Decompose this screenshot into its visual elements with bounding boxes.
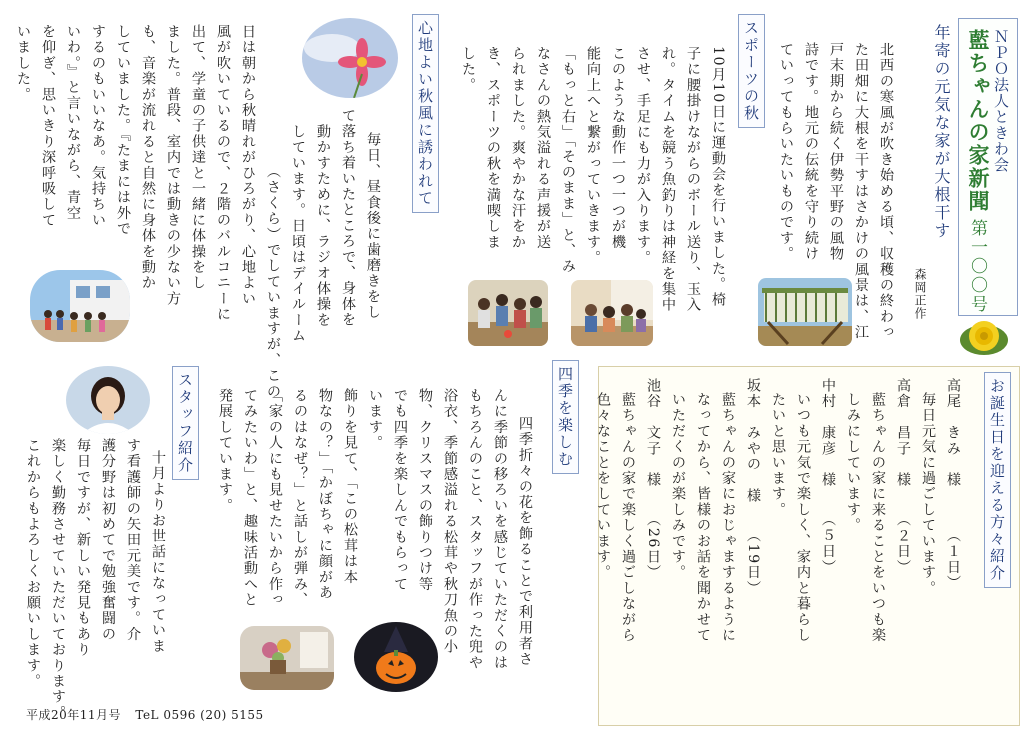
autumn-line: しています。日頃はデイルーム [290,124,306,344]
staff-line: 護分野は初めてで勉強奮闘の [100,438,116,643]
masthead-box [958,18,1018,316]
staff-line: これからもよろしくお願いします。 [25,438,41,690]
sports-line: れ。タイムを競う魚釣りは神経を集中 [660,46,676,313]
staff-line: す看護師の矢田元美です。介 [125,438,141,643]
chrysanthemum-icon [958,318,1010,358]
footer [26,706,264,723]
sports-body [455,46,730,313]
birthday-line: 中村 康彦 様 （５日） [820,378,836,575]
staff-portrait-photo [66,366,150,434]
birthdays-body [590,378,965,643]
birthday-line: たいと思います。 [770,392,786,518]
autumn-line: 風が吹いているので、２階のバルコニーに [215,24,231,323]
radish-headline: 年寄の元気な家が大根干す [932,24,951,240]
seasons-line: います。 [367,388,383,451]
birthday-line: いただくのが楽しみです。 [670,392,686,581]
birthday-line: しみにしています。 [845,392,861,534]
birthday-line: いつも元気で楽しく、家内と暮らし [795,392,811,644]
seasons-line: てみたいわ」と、趣味活動へと [242,388,258,608]
birthday-line: 坂本 みやの 様 （19日） [745,378,761,597]
staff-line: 楽しく勤務させていただいております。 [50,438,66,721]
sports-line: 子に腰掛けながらのボール送り、玉入 [685,46,701,313]
sports-line: させ、手足にも力が入ります。 [635,46,651,266]
seasons-line: でも四季を楽しんでもらって [392,388,408,593]
sports-day-photo-1 [571,280,653,346]
radish-line: 北西の寒風が吹き始める頃、収穫の終わっ [878,42,894,341]
autumn-line: て落ち着いたところで、身体を [340,108,356,328]
radish-line: た田畑に大根を干すはさかけの風景は、江 [853,42,869,341]
staff-line: 毎日ですが、新しい発見もあり [75,438,91,658]
staff-heading: スタッフ紹介 [172,366,199,480]
autumn-line: 出て、学童の子供達と一緒に体操をし [190,24,206,291]
seasons-line: 「家の人にも見せたいから作っ [267,388,283,608]
sports-line: 能向上へと繋がっていきます。 [585,46,601,266]
autumn-line: 動かすために、ラジオ体操を [315,124,331,329]
birthday-line: 藍ちゃんの家におじゃまするように [720,392,736,644]
seasons-line: 発展しています。 [217,388,233,514]
autumn-line: いわ。』と言いながら、青空 [65,24,81,221]
sports-line: このような動作一つ一つが機 [610,46,626,251]
radish-author: 森岡正作 [913,268,927,320]
staff-line: 十月よりお世話になっていま [150,450,166,655]
seasons-line: んに季節の移ろいを感じていただくのは [492,388,508,671]
balcony-exercise-photo [30,270,130,342]
pumpkin-decoration-photo [354,622,438,692]
sports-heading: スポーツの秋 [738,14,765,128]
autumn-heading: 心地よい秋風に誘われて [412,14,439,213]
sports-line: した。 [460,46,476,94]
flower-arrangement-photo [240,626,334,690]
birthday-line: 高尾 きみ 様 （１日） [945,378,961,591]
footer-issue-date: 平成20年11月号 [26,708,122,722]
seasons-line: 物なの？」「かぼちゃに顔があ [317,388,333,601]
masthead-issue: 第一〇〇号 [967,219,987,314]
sports-line: なさんの熱気溢れる声援が送 [535,46,551,251]
autumn-line: を仰ぎ、思いきり深呼吸して [40,24,56,229]
birthdays-heading: お誕生日を迎える方々紹介 [984,372,1011,588]
masthead-org: ＮＰＯ法人ときわ会 [992,29,1010,173]
radish-drying-photo [758,278,852,346]
birthday-line: 毎日元気に過ごしています。 [920,392,936,597]
seasons-line: るのはなぜ？」と話しが弾み、 [292,388,308,608]
sports-line: られました。爽やかな汗をか [510,46,526,251]
birthday-line: 色々なことをしています。 [595,392,611,581]
birthday-line: 藍ちゃんの家に来ることをいつも楽 [870,392,886,644]
footer-tel: TeL 0596 (20) 5155 [135,708,264,722]
autumn-line: 毎日、昼食後に歯磨きをし [365,132,381,321]
birthday-line: 高倉 昌子 様 （２日） [895,378,911,575]
seasons-line: 飾りを見て、「この松茸は本 [342,388,358,585]
birthday-line: 池谷 文子 様 （26日） [645,378,661,581]
seasons-line: もちろんのこと、スタッフが作った兜や [467,388,483,671]
sports-line: 「もっと右」「そのまま」と、み [560,46,576,275]
autumn-line: していました。『たまには外で [115,24,131,237]
sports-line: 10月10日に運動会を行いました。椅 [710,46,726,308]
seasons-line: 物、クリスマスの飾りつけ等 [417,388,433,593]
autumn-body [10,24,385,400]
autumn-line: ました。普段、室内では動きの少ない方 [165,24,181,307]
radish-line: 戸末期から続く伊勢平野の風物 [828,42,844,262]
autumn-line: いました。 [15,24,31,103]
seasons-line: 四季折々の花を飾ることで利用者さ [517,416,533,668]
radish-line: ていってもらいたいものです。 [778,42,794,262]
autumn-line: も、音楽が流れると自然に身体を動か [140,24,156,291]
seasons-line: 浴衣、季節感溢れる松茸や秋刀魚の小 [442,388,458,655]
sports-line: き、スポーツの秋を満喫しま [485,46,501,251]
birthday-line: 藍ちゃんの家で楽しく過ごしながら [620,392,636,644]
autumn-line: 日は朝から秋晴れがひろがり、心地よい [240,24,256,307]
masthead-title: 藍ちゃんの家新聞 [966,29,991,213]
seasons-heading: 四季を楽しむ [552,360,579,474]
autumn-line: （さくら）でしていますが、この [265,164,281,400]
autumn-line: するのもいいなあ。気持ちい [90,24,106,229]
radish-line: 詩です。地元の伝統を守り続け [803,42,819,262]
sports-day-photo-2 [468,280,548,346]
birthday-line: なってから、皆様のお話を聞かせて [695,392,711,644]
staff-body [20,438,170,721]
